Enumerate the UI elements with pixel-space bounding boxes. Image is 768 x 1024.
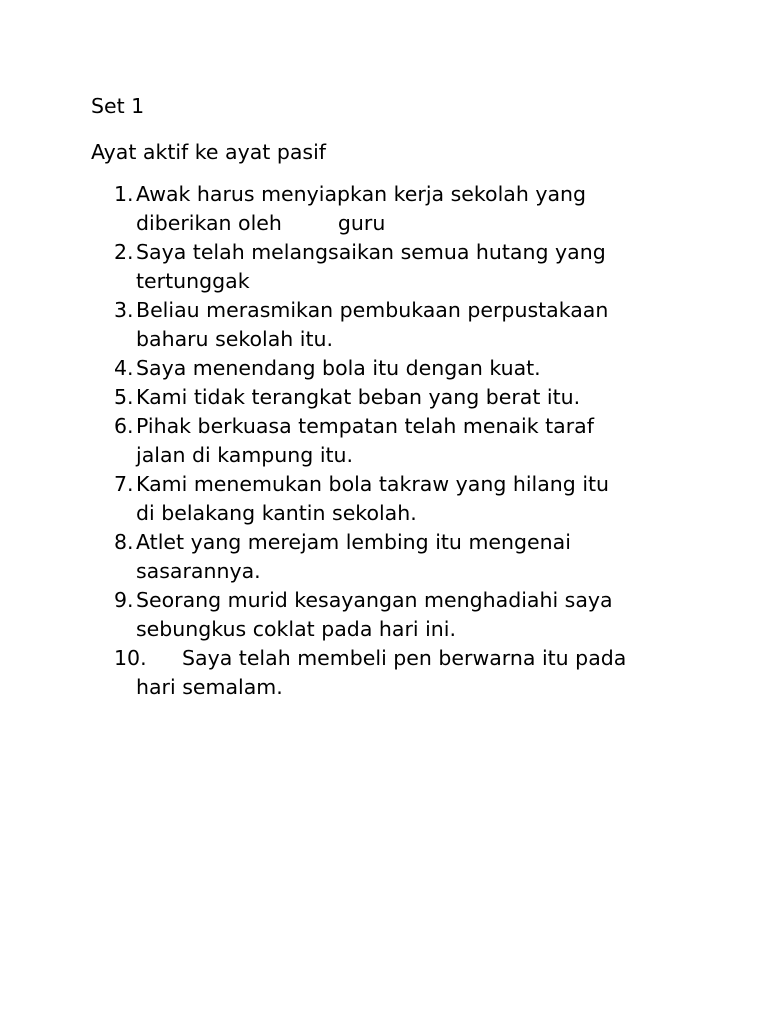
item-text-fragment: Saya telah membeli pen berwarna itu pada [182,646,627,670]
item-number: 1. [114,182,134,206]
item-text-line: Awak harus menyiapkan kerja sekolah yang [136,182,587,206]
item-text-line: Kami tidak terangkat beban yang berat itu. [136,385,581,409]
item-number: 5. [114,385,134,409]
numbered-list [114,180,714,702]
list-item [114,586,714,644]
item-text-line [136,209,714,238]
item-number: 3. [114,298,134,322]
list-item [114,354,714,383]
item-number: 10. [114,646,147,670]
list-item [114,383,714,412]
item-number: 4. [114,356,134,380]
item-text-line: Atlet yang merejam lembing itu mengenai [136,530,571,554]
list-item [114,470,714,528]
item-text-line: baharu sekolah itu. [136,327,334,351]
item-number: 7. [114,472,134,496]
item-text-fragment: guru [337,211,386,235]
item-number: 8. [114,530,134,554]
item-number: 2. [114,240,134,264]
item-text-line: Kami menemukan bola takraw yang hilang itu [136,472,610,496]
list-item [114,180,714,238]
item-number: 6. [114,414,134,438]
list-item [114,412,714,470]
item-text-line: Pihak berkuasa tempatan telah menaik taraf [136,414,594,438]
item-text-line: hari semalam. [136,675,283,699]
item-text-line: tertunggak [136,269,250,293]
list-item [114,644,714,702]
subtitle: Ayat aktif ke ayat pasif [91,140,327,164]
item-number: 9. [114,588,134,612]
item-text-line: di belakang kantin sekolah. [136,501,417,525]
item-text-line: Seorang murid kesayangan menghadiahi saya [136,588,613,612]
item-text-line: Saya telah melangsaikan semua hutang yang [136,240,606,264]
item-text-fragment: diberikan oleh [136,211,282,235]
item-text-line: Beliau merasmikan pembukaan perpustakaan [136,298,609,322]
item-text-line [136,644,714,673]
list-item [114,296,714,354]
item-text-line: sasarannya. [136,559,261,583]
list-item [114,238,714,296]
item-text-line: Saya menendang bola itu dengan kuat. [136,356,541,380]
item-text-line: sebungkus coklat pada hari ini. [136,617,456,641]
set-title: Set 1 [91,94,145,118]
list-item [114,528,714,586]
item-text-line: jalan di kampung itu. [136,443,354,467]
